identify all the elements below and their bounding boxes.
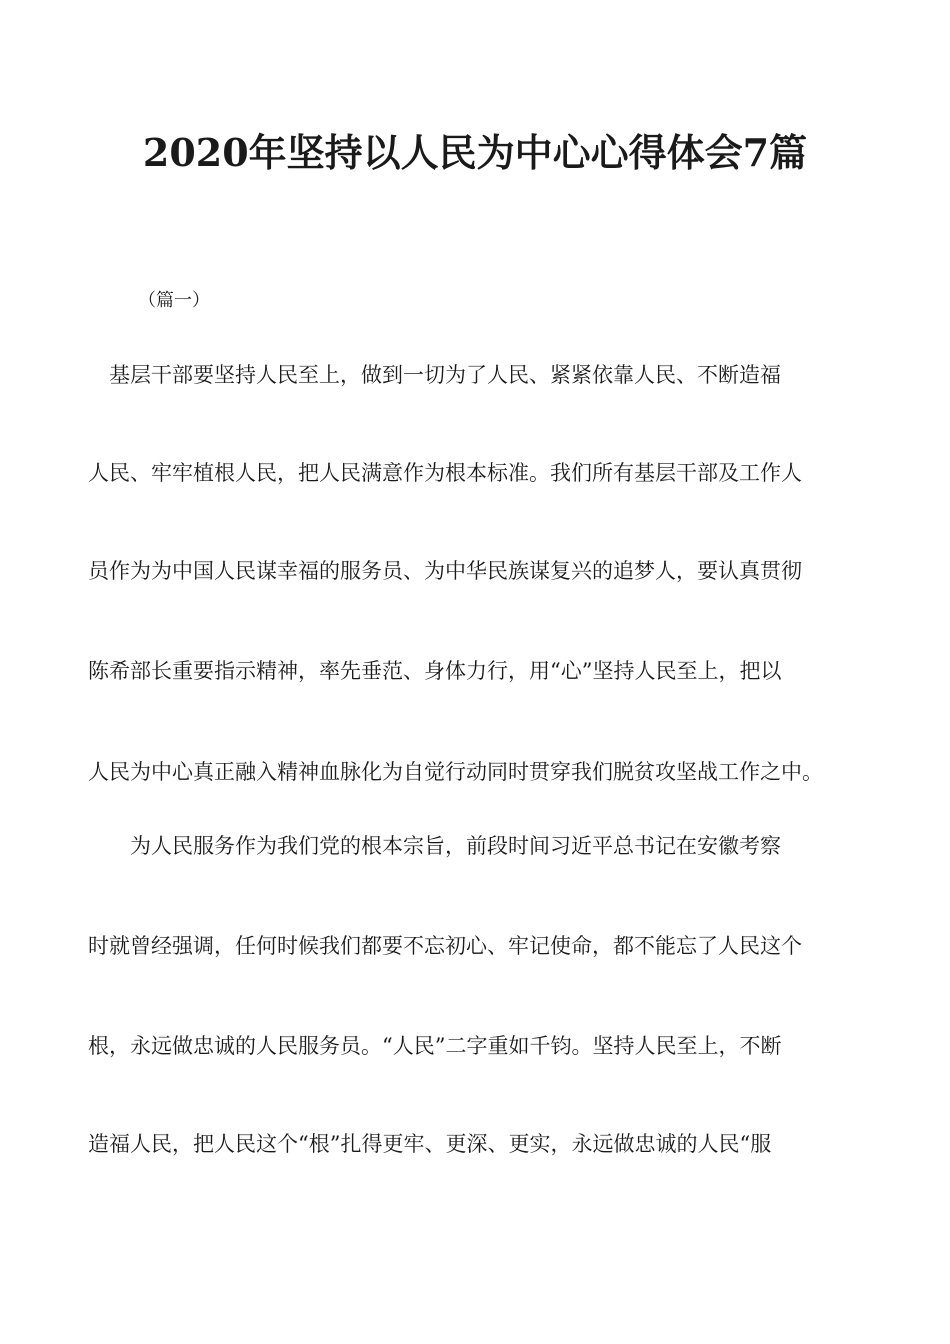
paragraph-line: 造福人民，把人民这个“根”扎得更牢、更深、更实，永远做忠诚的人民“服 — [88, 1132, 772, 1156]
document-title: 2020年坚持以人民为中心心得体会7篇 — [142, 130, 808, 175]
paragraph-line: 根，永远做忠诚的人民服务员。“人民”二字重如千钧。坚持人民至上，不断 — [88, 1034, 782, 1058]
paragraph-line: 人民、牢牢植根人民，把人民满意作为根本标准。我们所有基层干部及工作人 — [88, 461, 802, 485]
paragraph-line: 基层干部要坚持人民至上，做到一切为了人民、紧紧依靠人民、不断造福 — [88, 363, 781, 387]
paragraph-line: 时就曾经强调，任何时候我们都要不忘初心、牢记使命，都不能忘了人民这个 — [88, 934, 802, 958]
paragraph-line: 为人民服务作为我们党的根本宗旨，前段时间习近平总书记在安徽考察 — [88, 834, 781, 858]
paragraph-line: 员作为为中国人民谋幸福的服务员、为中华民族谋复兴的追梦人，要认真贯彻 — [88, 559, 802, 583]
section-label: （篇一） — [138, 290, 210, 311]
paragraph-line: 人民为中心真正融入精神血脉化为自觉行动同时贯穿我们脱贫攻坚战工作之中。 — [88, 760, 823, 784]
paragraph-line: 陈希部长重要指示精神，率先垂范、身体力行，用“心”坚持人民至上，把以 — [88, 659, 782, 683]
